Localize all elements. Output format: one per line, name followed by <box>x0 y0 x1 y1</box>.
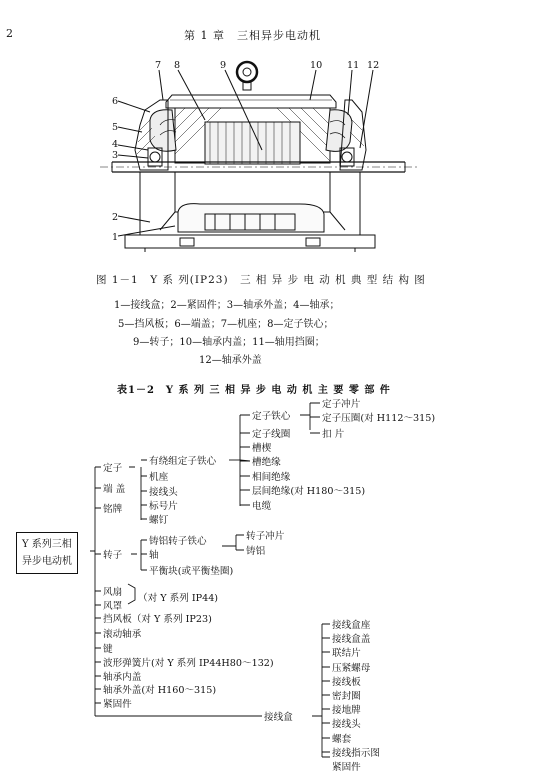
part-key: 键 <box>103 644 113 655</box>
part-bearing-outer-cover: 轴承外盖(对 H160～315) <box>103 685 217 696</box>
core-stator-core: 定子铁心 <box>252 411 291 422</box>
core-cable: 电缆 <box>252 501 272 512</box>
callout-10: 10 <box>310 60 323 71</box>
core-stator-lamination: 定子冲片 <box>322 399 361 410</box>
callout-9: 9 <box>220 60 227 71</box>
jb-wiring-diagram: 接线指示图 <box>332 748 380 759</box>
legend-line: 9—转子；10—轴承内盖；11—轴用挡圈； <box>133 337 325 348</box>
callout-4: 4 <box>112 139 119 150</box>
rotor-cast-core: 铸铝转子铁心 <box>149 536 207 547</box>
stator-wound-core: 有绕组定子铁心 <box>149 456 217 467</box>
jb-ground-plate: 接地牌 <box>332 705 361 716</box>
part-rolling-bearing: 滚动轴承 <box>103 629 142 640</box>
figure-caption: 图 1－1 Y 系 列(IP23) 三 相 异 步 电 动 机 典 型 结 构 图 <box>96 274 426 286</box>
jb-clamp-nut: 压紧螺母 <box>332 663 371 674</box>
stator-terminal: 接线头 <box>149 487 178 498</box>
callout-8: 8 <box>174 60 181 71</box>
core-phase-insulation: 相间绝缘 <box>252 472 291 483</box>
callout-3: 3 <box>112 150 119 161</box>
jb-terminal-board: 接线板 <box>332 677 361 688</box>
core-slot-insulation: 槽绝缘 <box>252 457 281 468</box>
rotor-cast-aluminum: 铸铝 <box>246 546 266 557</box>
part-nameplate: 铭牌 <box>103 504 123 515</box>
tree-root-line: 异步电动机 <box>22 556 72 567</box>
rotor-lamination: 转子冲片 <box>246 531 285 542</box>
callout-5: 5 <box>112 122 119 133</box>
jb-seal-ring: 密封圈 <box>332 691 361 702</box>
part-bearing-inner-cover: 轴承内盖 <box>103 672 142 683</box>
tree-root-line: Y 系列三相 <box>22 539 72 550</box>
legend-line: 5—挡风板；6—端盖；7—机座；8—定子铁心； <box>118 319 334 330</box>
callout-11: 11 <box>347 60 360 71</box>
legend-line: 1—接线盒；2—紧固件；3—轴承外盖；4—轴承； <box>114 300 340 311</box>
fan-note: （对 Y 系列 IP44) <box>138 593 219 604</box>
legend-line: 12—轴承外盖 <box>199 355 262 366</box>
rotor-shaft: 轴 <box>149 550 159 561</box>
callout-12: 12 <box>367 60 380 71</box>
rotor-balance-block: 平衡块(或平衡垫圈) <box>149 566 234 577</box>
callout-1: 1 <box>112 232 119 243</box>
core-slot-wedge: 槽楔 <box>252 443 272 454</box>
running-header: 第 1 章 三相异步电动机 <box>184 29 321 42</box>
part-junction-box: 接线盒 <box>264 712 293 723</box>
jb-base: 接线盒座 <box>332 620 371 631</box>
jb-cover: 接线盒盖 <box>332 634 371 645</box>
callout-2: 2 <box>112 212 119 223</box>
core-stator-pressure-ring: 定子压圈(对 H112～315) <box>322 413 436 424</box>
table-title: 表1－2 Y 系 列 三 相 异 步 电 动 机 主 要 零 部 件 <box>117 385 391 396</box>
stator-screw: 螺钉 <box>149 515 169 526</box>
callout-7: 7 <box>155 60 162 71</box>
part-baffle: 挡风板（对 Y 系列 IP23) <box>103 614 212 625</box>
jb-link-plate: 联结片 <box>332 648 361 659</box>
part-stator: 定子 <box>103 463 123 474</box>
core-clip: 扣 片 <box>322 429 345 440</box>
jb-sleeve: 螺套 <box>332 734 352 745</box>
jb-terminal: 接线头 <box>332 719 361 730</box>
part-end-shield: 端 盖 <box>103 484 126 495</box>
part-rotor: 转子 <box>103 550 123 561</box>
core-stator-coil: 定子线圈 <box>252 429 291 440</box>
core-layer-insulation: 层间绝缘(对 H180～315) <box>252 486 366 497</box>
part-fasteners: 紧固件 <box>103 699 132 710</box>
callout-6: 6 <box>112 96 119 107</box>
jb-fasteners: 紧固件 <box>332 762 361 773</box>
page-number: 2 <box>6 27 13 40</box>
part-fan-hood: 风罩 <box>103 601 123 612</box>
part-fan: 风扇 <box>103 587 123 598</box>
tree-root-box <box>16 532 78 574</box>
stator-label-plate: 标号片 <box>149 501 178 512</box>
part-wave-spring: 波形弹簧片(对 Y 系列 IP44H80～132) <box>103 658 274 669</box>
stator-frame: 机座 <box>149 472 169 483</box>
